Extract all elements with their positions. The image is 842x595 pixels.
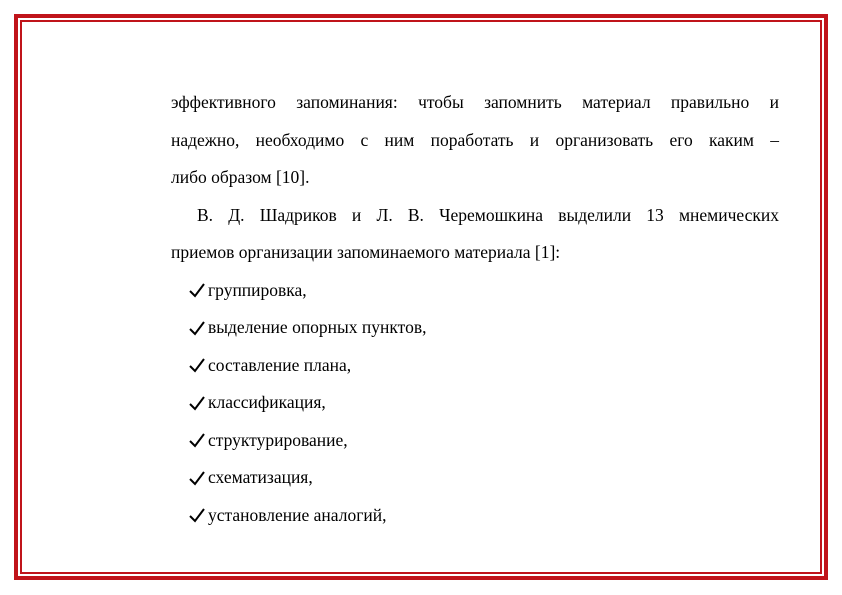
list-item <box>171 497 779 535</box>
technique-list <box>171 272 779 535</box>
list-item-label: группировка, <box>208 279 307 300</box>
list-item <box>171 384 779 422</box>
list-item-label: составление плана, <box>208 354 352 375</box>
document-body <box>171 84 779 534</box>
check-icon <box>188 431 206 449</box>
check-icon <box>188 356 206 374</box>
paragraph-1 <box>171 84 779 197</box>
list-item <box>171 347 779 385</box>
check-icon <box>188 319 206 337</box>
paragraph-2 <box>171 197 779 272</box>
list-item-label: выделение опорных пунктов, <box>208 317 427 338</box>
list-item-label: установление аналогий, <box>208 504 387 525</box>
check-icon <box>188 394 206 412</box>
list-item <box>171 422 779 460</box>
check-icon <box>188 469 206 487</box>
paragraph-1-line-1: эффективного запоминания: чтобы запомнить материал правильно и <box>171 92 779 112</box>
paragraph-1-line-2: надежно, необходимо с ним поработать и организовать его каким – <box>171 129 779 150</box>
paragraph-2-line-1: В. Д. Шадриков и Л. В. Черемошкина выделили 13 мнемических <box>197 204 779 225</box>
paragraph-2-line-2: приемов организации запоминаемого материала [1]: <box>171 242 561 262</box>
list-item-label: структурирование, <box>208 429 348 450</box>
list-item <box>171 459 779 497</box>
check-icon <box>188 281 206 299</box>
list-item-label: схематизация, <box>208 467 313 488</box>
list-item <box>171 309 779 347</box>
check-icon <box>188 506 206 524</box>
list-item-label: классификация, <box>208 392 326 413</box>
list-item <box>171 272 779 310</box>
paragraph-1-line-3: либо образом [10]. <box>171 167 310 187</box>
